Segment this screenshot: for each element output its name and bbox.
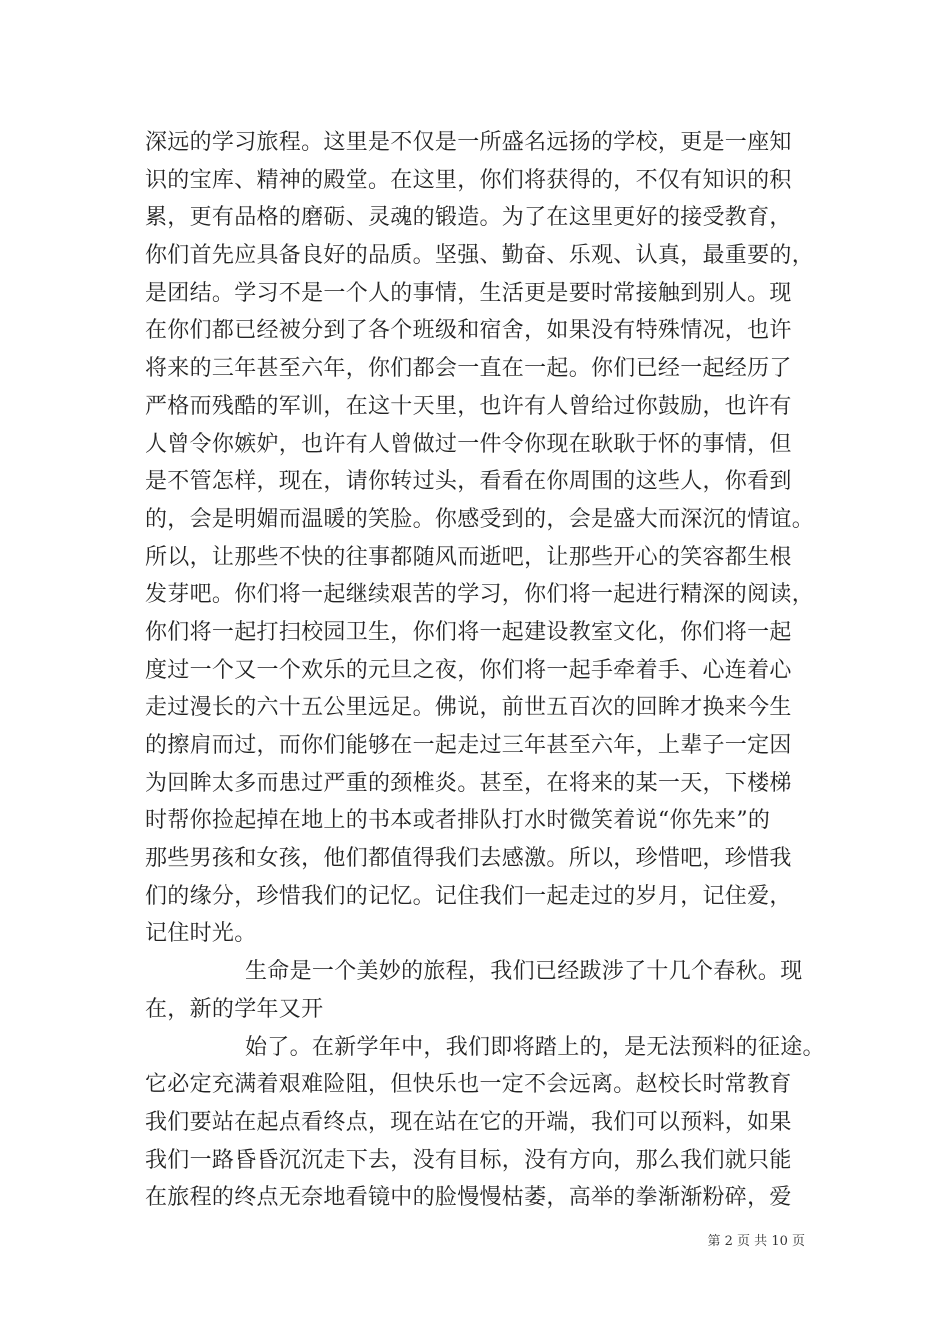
text-line: 人曾令你嫉妒，也许有人曾做过一件令你现在耿耿于怀的事情，但: [145, 431, 792, 457]
text-line: 度过一个又一个欢乐的元旦之夜，你们将一起手牵着手、心连着心: [145, 657, 792, 683]
text-line: 我们一路昏昏沉沉走下去，没有目标，没有方向，那么我们就只能: [145, 1147, 792, 1173]
text-line: 记住时光。: [145, 921, 257, 947]
text-line: 的擦肩而过，而你们能够在一起走过三年甚至六年，上辈子一定因: [145, 733, 792, 758]
text-line: 时帮你捡起掉在地上的书本或者排队打水时微笑着说“你先来”的: [145, 808, 771, 834]
text-line: 始了。在新学年中，我们即将踏上的，是无法预料的征途。: [245, 1034, 825, 1060]
text-line: 在旅程的终点无奈地看镜中的脸慢慢枯萎，高举的拳渐渐粉碎，爱: [145, 1185, 792, 1211]
text-line: 你们首先应具备良好的品质。坚强、勤奋、乐观、认真，最重要的，: [145, 243, 815, 269]
text-line: 在你们都已经被分到了各个班级和宿舍，如果没有特殊情况，也许: [145, 318, 792, 344]
text-line: 累，更有品格的磨砺、灵魂的锻造。为了在这里更好的接受教育，: [145, 205, 792, 231]
text-line: 你们将一起打扫校园卫生，你们将一起建设教室文化，你们将一起: [145, 619, 792, 645]
text-line: 生命是一个美妙的旅程，我们已经跋涉了十几个春秋。现: [245, 959, 803, 985]
text-line: 它必定充满着艰难险阻，但快乐也一定不会远离。赵校长时常教育: [145, 1072, 792, 1098]
text-line: 为回眸太多而患过严重的颈椎炎。甚至，在将来的某一天，下楼梯: [145, 770, 792, 796]
text-line: 们的缘分，珍惜我们的记忆。记住我们一起走过的岁月，记住爱，: [145, 883, 792, 909]
text-line: 深远的学习旅程。这里是不仅是一所盛名远扬的学校，更是一座知: [145, 130, 792, 155]
text-line: 严格而残酷的军训，在这十天里，也许有人曾给过你鼓励，也许有: [145, 393, 792, 419]
text-line: 识的宝库、精神的殿堂。在这里，你们将获得的，不仅有知识的积: [145, 167, 792, 193]
text-line: 发芽吧。你们将一起继续艰苦的学习，你们将一起进行精深的阅读，: [145, 582, 815, 608]
text-line: 的，会是明媚而温暖的笑脸。你感受到的，会是盛大而深沉的情谊。: [145, 506, 815, 532]
text-line: 所以，让那些不快的往事都随风而逝吧，让那些开心的笑容都生根: [145, 544, 792, 570]
page-number-footer: 第 2 页 共 10 页: [707, 1234, 805, 1249]
text-line: 是不管怎样，现在，请你转过头，看看在你周围的这些人，你看到: [145, 469, 792, 495]
text-line: 走过漫长的六十五公里远足。佛说，前世五百次的回眸才换来今生: [145, 695, 792, 721]
text-line: 那些男孩和女孩，他们都值得我们去感激。所以，珍惜吧，珍惜我: [145, 846, 792, 872]
text-line: 将来的三年甚至六年，你们都会一直在一起。你们已经一起经历了: [145, 356, 792, 382]
body-text: [145, 124, 845, 1217]
text-line: 在，新的学年又开: [145, 996, 324, 1022]
text-line: 是团结。学习不是一个人的事情，生活更是要时常接触到别人。现: [145, 280, 792, 306]
text-line: 我们要站在起点看终点，现在站在它的开端，我们可以预料，如果: [145, 1109, 792, 1135]
